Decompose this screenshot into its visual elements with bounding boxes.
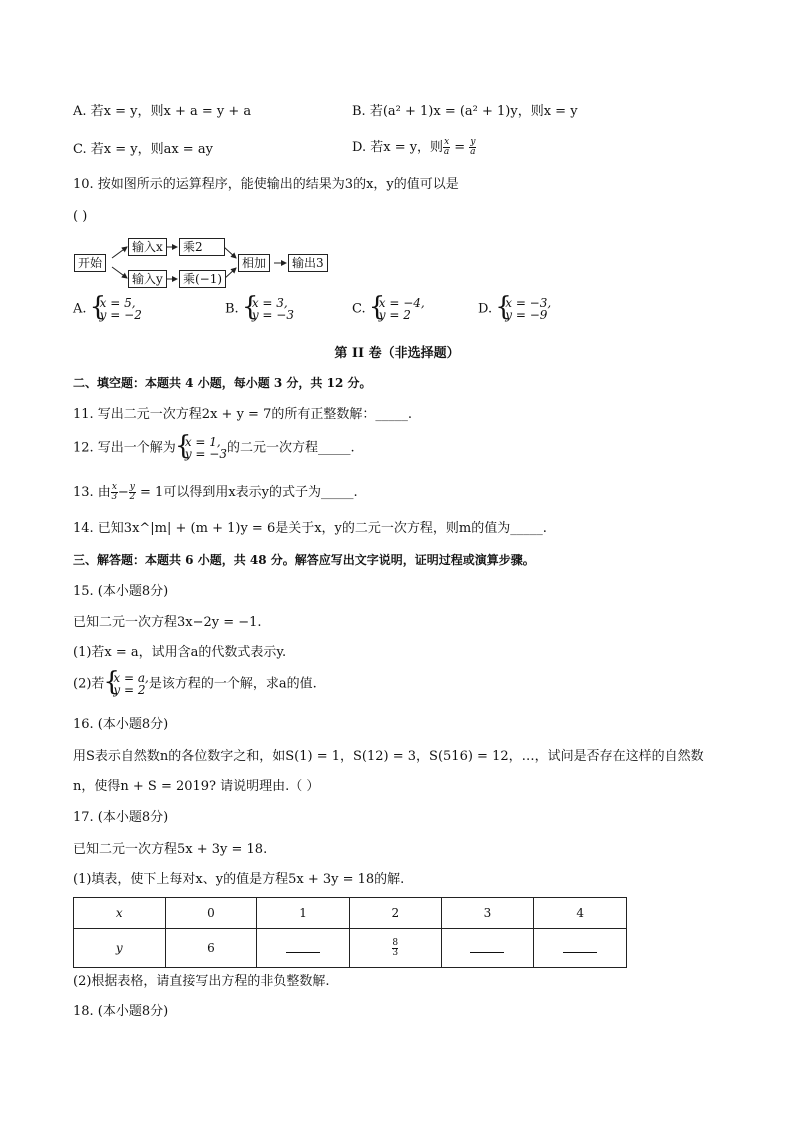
- table-cell: [441, 929, 534, 968]
- q10-option-a: A. { x = 5, y = −2: [73, 297, 142, 321]
- equation-system: { x = 1, y = −3: [176, 436, 227, 460]
- flow-input-y: 输入y: [128, 270, 167, 288]
- table-cell: 2: [349, 898, 441, 929]
- part2-header: 二、填空题：本题共 4 小题，每小题 3 分，共 12 分。: [73, 376, 372, 390]
- table-cell: [349, 929, 441, 968]
- fraction: $\frac{x}{3}$: [111, 482, 118, 502]
- q11: 11. 写出二元一次方程2x + y = 7的所有正整数解：_____.: [73, 407, 412, 422]
- q15-part1: (1)若x = a，试用含a的代数式表示y.: [73, 645, 287, 660]
- fraction: $\frac{y}{2}$: [129, 482, 136, 502]
- q15-title: 15. (本小题8分): [73, 584, 169, 599]
- flow-output: 输出3: [288, 254, 328, 272]
- equation-system: { x = −3, y = −9: [496, 297, 551, 321]
- q15-part2: (2)若 { x = a, y = 2 是该方程的一个解，求a的值.: [73, 672, 317, 696]
- q12: 12. 写出一个解为 { x = 1, y = −3 的二元一次方程_____.: [73, 436, 355, 460]
- q17-title: 17. (本小题8分): [73, 810, 169, 825]
- table-cell: [257, 929, 350, 968]
- table-cell: 1: [257, 898, 350, 929]
- table-cell: 4: [534, 898, 627, 929]
- flow-input-x: 输入x: [128, 238, 167, 256]
- q9-option-a: A. 若x = y，则x + a = y + a: [73, 104, 252, 119]
- q17-stem: 已知二元一次方程5x + 3y = 18.: [73, 842, 268, 857]
- answer-blank[interactable]: [470, 940, 504, 953]
- q16-line1: 用S表示自然数n的各位数字之和，如S(1) = 1，S(12) = 3，S(516) = 12，…，试问是否存在这样的自然数: [73, 749, 704, 764]
- equation-system: { x = −4, y = 2: [370, 297, 425, 321]
- flow-multiply-neg1: 乘(−1): [179, 270, 226, 288]
- q16-title: 16. (本小题8分): [73, 717, 169, 732]
- fraction: $\frac{y}{a}$: [470, 137, 476, 157]
- fraction: $\frac{x}{a}$: [443, 137, 450, 157]
- equation-system: { x = a, y = 2: [104, 672, 148, 696]
- table-cell: 3: [441, 898, 534, 929]
- q18-title: 18. (本小题8分): [73, 1004, 169, 1019]
- q9-option-d: D. 若x = y，则 $\frac{x}{a}$ = $\frac{y}{a}$: [352, 137, 476, 157]
- equation-system: { x = 5, y = −2: [91, 297, 142, 321]
- q13: 13. 由 $\frac{x}{3}$ − $\frac{y}{2}$ = 1可以得到用x表示y的式子为_____.: [73, 482, 358, 502]
- answer-blank[interactable]: [563, 940, 597, 953]
- q10-paren: ( ): [73, 209, 88, 224]
- table-cell: [534, 929, 627, 968]
- q10-stem: 10. 按如图所示的运算程序，能使输出的结果为3的x，y的值可以是: [73, 177, 459, 192]
- q15-stem: 已知二元一次方程3x−2y = −1.: [73, 615, 262, 630]
- solution-table: [73, 897, 627, 968]
- part3-header: 三、解答题：本题共 6 小题，共 48 分。解答应写出文字说明，证明过程或演算步骤。: [73, 553, 535, 567]
- table-cell: x: [74, 898, 166, 929]
- flow-multiply-2: 乘2: [179, 238, 225, 256]
- q10-option-b: B. { x = 3, y = −3: [225, 297, 294, 321]
- table-row: [74, 898, 627, 929]
- table-row: [74, 929, 627, 968]
- table-cell: 0: [165, 898, 257, 929]
- equation-system: { x = 3, y = −3: [243, 297, 294, 321]
- q10-option-c: C. { x = −4, y = 2: [352, 297, 425, 321]
- section-title: 第 II 卷（非选择题）: [334, 346, 460, 361]
- q9-option-c: C. 若x = y，则ax = ay: [73, 142, 213, 157]
- q17-part2: (2)根据表格，请直接写出方程的非负整数解.: [73, 974, 330, 989]
- flow-start: 开始: [74, 254, 106, 272]
- q9-option-b: B. 若(a² + 1)x = (a² + 1)y，则x = y: [352, 104, 578, 119]
- answer-blank[interactable]: [286, 940, 320, 953]
- fraction: $\frac{8}{3}$: [392, 937, 399, 958]
- q17-part1: (1)填表，使下上每对x、y的值是方程5x + 3y = 18的解.: [73, 872, 405, 887]
- table-cell: 6: [165, 929, 257, 968]
- table-cell: y: [74, 929, 166, 968]
- q10-option-d: D. { x = −3, y = −9: [478, 297, 551, 321]
- flow-add: 相加: [238, 254, 270, 272]
- q16-line2: n，使得n + S = 2019? 请说明理由.（ ）: [73, 779, 320, 794]
- q14: 14. 已知3x^|m| + (m + 1)y = 6是关于x，y的二元一次方程，则m的值为_____.: [73, 521, 547, 536]
